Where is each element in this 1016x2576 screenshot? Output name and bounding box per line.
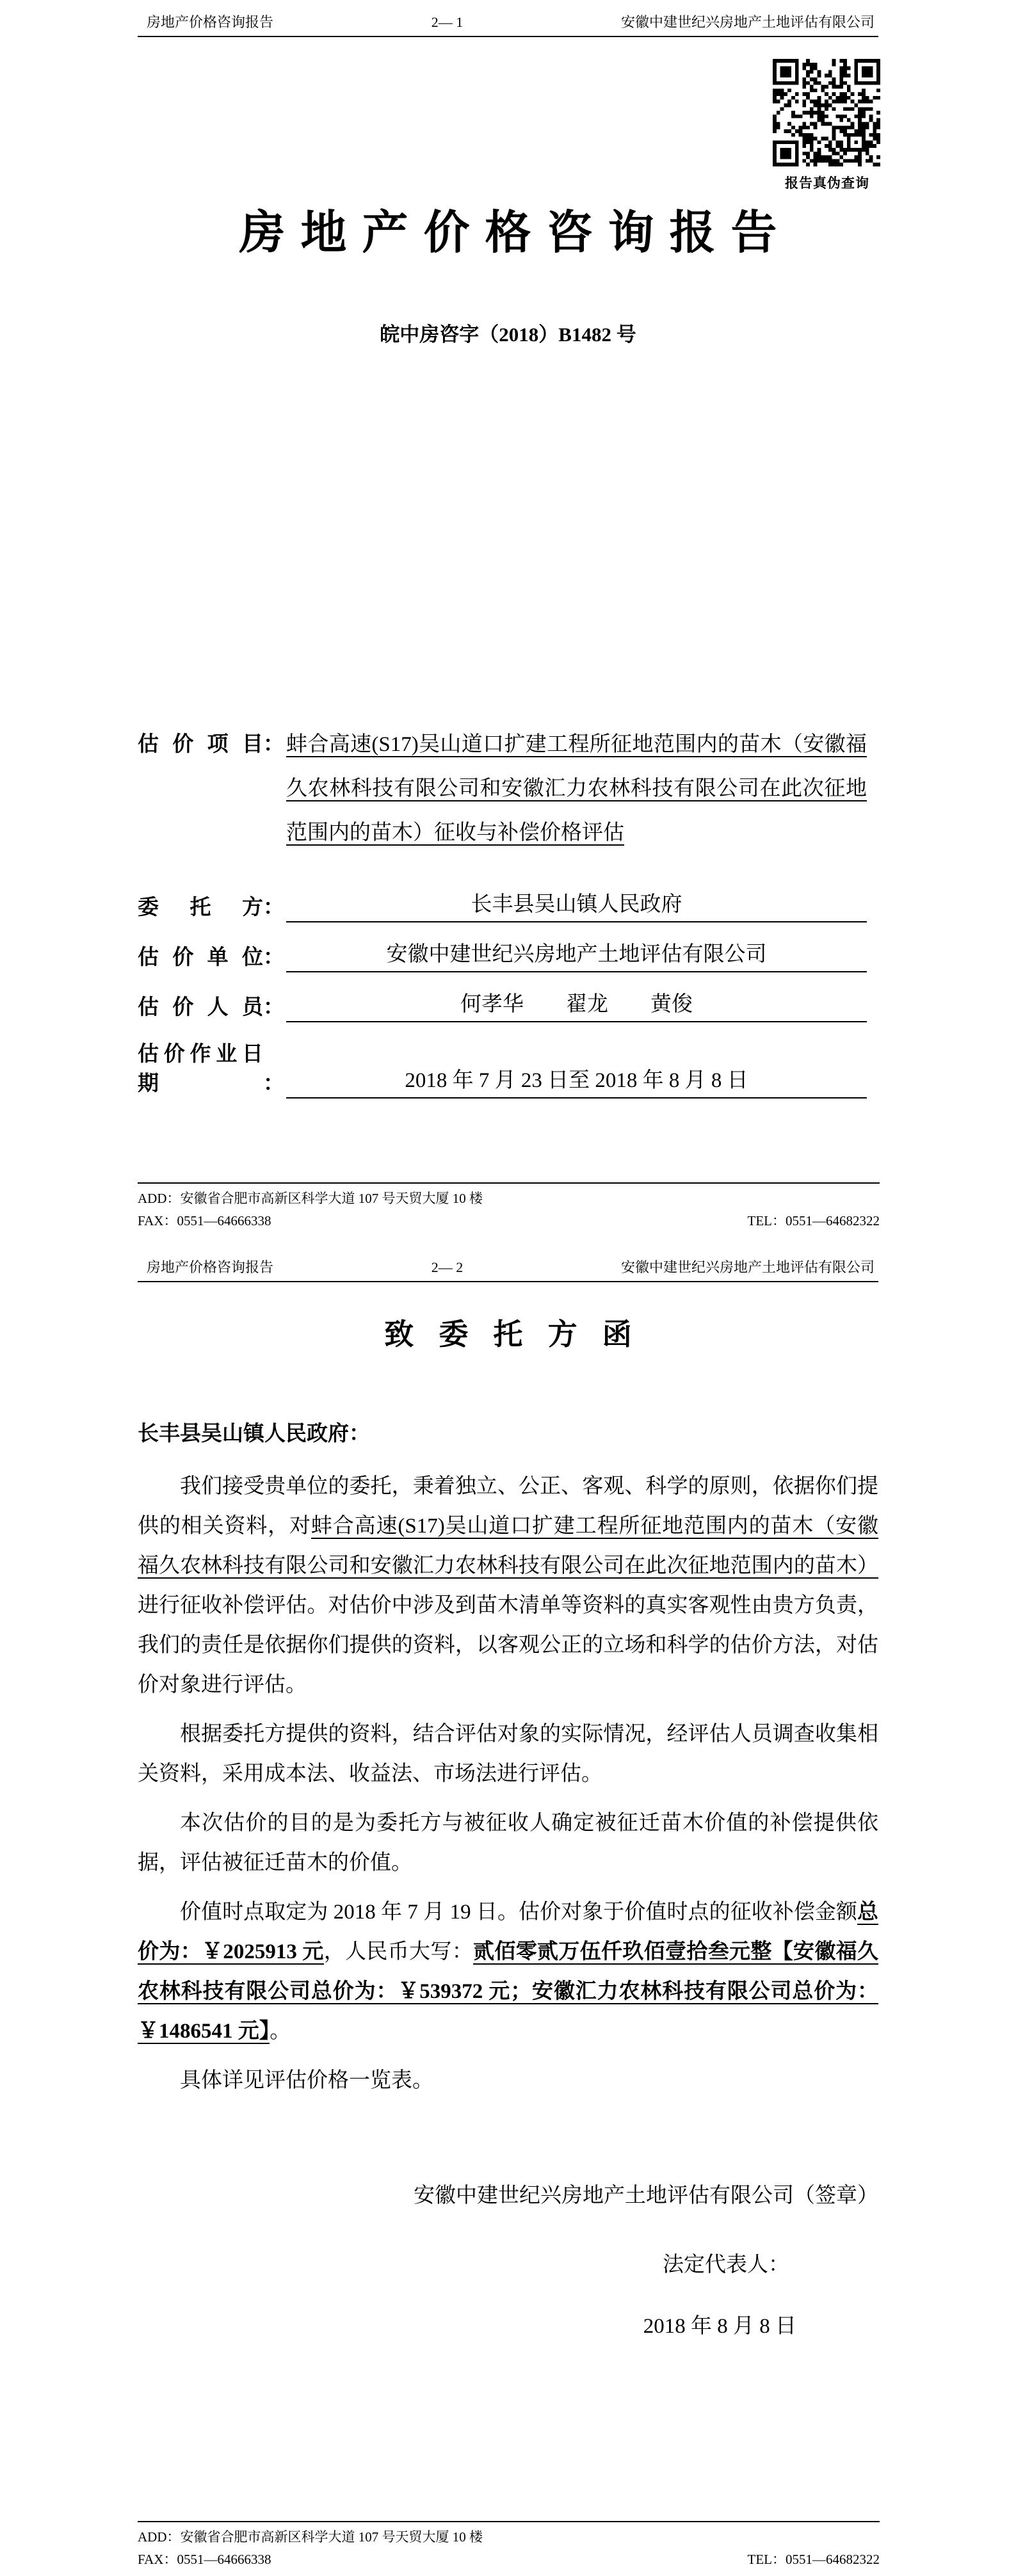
amount-in-words-and-breakdown: 贰佰零贰万伍仟玖佰壹拾叁元整【安徽福久农林科技有限公司总价为：￥539372 元；安徽汇力农林科技有限公司总价为：￥1486541 元】	[138, 1940, 879, 2043]
header-doc-title: 房地产价格咨询报告	[147, 1259, 274, 1275]
form-row-appraisal-unit	[138, 940, 867, 972]
footer-contact-row	[138, 2551, 880, 2568]
page-1-header	[138, 0, 878, 37]
form-colon: ：	[263, 996, 284, 1020]
form-row-appraisers	[138, 990, 867, 1022]
report-ref-number: 皖中房咨字（2018）B1482 号	[380, 323, 636, 346]
form-label-client: 委托方	[138, 896, 263, 920]
footer-address: ADD：安徽省合肥市高新区科学大道 107 号天贸大厦 10 楼	[138, 2529, 483, 2545]
form-label-appraisal-unit: 估价单位	[138, 946, 263, 970]
header-company-name: 安徽中建世纪兴房地产土地评估有限公司	[620, 1259, 875, 1275]
footer-tel: TEL：0551—64682322	[747, 2551, 880, 2567]
paragraph-3: 本次估价的目的是为委托方与被征收人确定被征迁苗木价值的补偿提供依据，评估被征迁苗木的价值。	[138, 1811, 878, 1874]
form-label-appraisers: 估价人员	[138, 996, 263, 1020]
form-value-appraisers: 何孝华 翟龙 黄俊	[286, 990, 867, 1022]
page-1-footer	[138, 1182, 880, 1230]
page-2	[0, 1245, 1016, 2576]
qr-block	[773, 59, 882, 192]
para4-lead-text: 价值时点取定为 2018 年 7 月 19 日。估价对象于价值时点的征收补偿金额	[180, 1900, 857, 1924]
header-company-name: 安徽中建世纪兴房地产土地评估有限公司	[620, 14, 875, 30]
form-value-appraisal-unit: 安徽中建世纪兴房地产土地评估有限公司	[286, 940, 867, 972]
letter-title: 致委托方函	[384, 1318, 657, 1351]
paragraph-2: 根据委托方提供的资料，结合评估对象的实际情况，经评估人员调查收集相关资料，采用成本法、收益法、市场法进行评估。	[138, 1722, 878, 1785]
header-page-number: 2— 1	[431, 14, 464, 30]
para1-trailing-text: 进行征收补偿评估。对估价中涉及到苗木清单等资料的真实客观性由贵方负责，我们的责任是依据你们提供的资料，以客观公正的立场和科学的估价方法，对估价对象进行评估。	[138, 1593, 878, 1696]
footer-fax: FAX：0551—64666338	[138, 1212, 271, 1228]
signature-legal-representative: 法定代表人：	[663, 2253, 789, 2276]
letter-body	[138, 1467, 878, 2100]
form-colon: ：	[263, 896, 284, 920]
paragraph-4	[138, 1892, 878, 2051]
paragraph-1	[138, 1467, 878, 1705]
signature-date: 2018 年 8 月 8 日	[643, 2315, 796, 2339]
para1-lead-text: 我们接受贵单位的委托，秉着独立、公正、客观、科学的原则，依据你们提供的相关资料，对	[138, 1474, 878, 1538]
form-row-project	[138, 723, 867, 855]
form-value-client: 长丰县吴山镇人民政府	[286, 890, 867, 922]
form-row-work-dates	[138, 1040, 867, 1099]
footer-contact-row	[138, 1212, 880, 1230]
para1-project-name-underlined: 蚌合高速(S17)吴山道口扩建工程所征地范围内的苗木（安徽福久农林科技有限公司和安徽汇力农林科技有限公司在此次征地范围内的苗木）	[138, 1514, 878, 1577]
letter-greeting: 长丰县吴山镇人民政府：	[138, 1422, 370, 1445]
header-page-number: 2— 2	[431, 1259, 464, 1275]
page-2-footer	[138, 2521, 880, 2568]
footer-address: ADD：安徽省合肥市高新区科学大道 107 号天贸大厦 10 楼	[138, 1191, 483, 1207]
paragraph-5: 具体详见评估价格一览表。	[180, 2068, 433, 2092]
form-value-work-dates: 2018 年 7 月 23 日至 2018 年 8 月 8 日	[286, 1066, 867, 1099]
header-doc-title: 房地产价格咨询报告	[147, 14, 274, 30]
para4-period: 。	[270, 2019, 291, 2043]
signature-company: 安徽中建世纪兴房地产土地评估有限公司（签章）	[414, 2184, 878, 2207]
footer-fax: FAX：0551—64666338	[138, 2551, 271, 2567]
form-row-client	[138, 890, 867, 922]
form-colon: ：	[263, 1072, 284, 1096]
form-value-project	[286, 723, 867, 855]
form-colon: ：	[263, 946, 284, 970]
total-amount-figure: 总价为：￥2025913 元	[138, 1900, 878, 1963]
para4-connector-text: ，人民币大写：	[323, 1940, 474, 1963]
qr-caption: 报告真伪查询	[785, 175, 869, 191]
page-2-header	[138, 1245, 878, 1282]
form-label-project: 估价项目	[138, 733, 263, 757]
form-colon: ：	[263, 733, 284, 757]
page-1	[0, 0, 1016, 1245]
form-label-work-dates: 估价作业日期	[138, 1043, 263, 1096]
cover-form	[138, 723, 878, 1099]
report-title: 房地产价格咨询报告	[239, 207, 793, 259]
qr-code-icon	[773, 59, 880, 166]
footer-tel: TEL：0551—64682322	[747, 1212, 880, 1228]
project-name-text: 蚌合高速(S17)吴山道口扩建工程所征地范围内的苗木（安徽福久农林科技有限公司和安徽汇力农林科技有限公司在此次征地范围内的苗木）征收与补偿价格评估	[286, 733, 867, 845]
